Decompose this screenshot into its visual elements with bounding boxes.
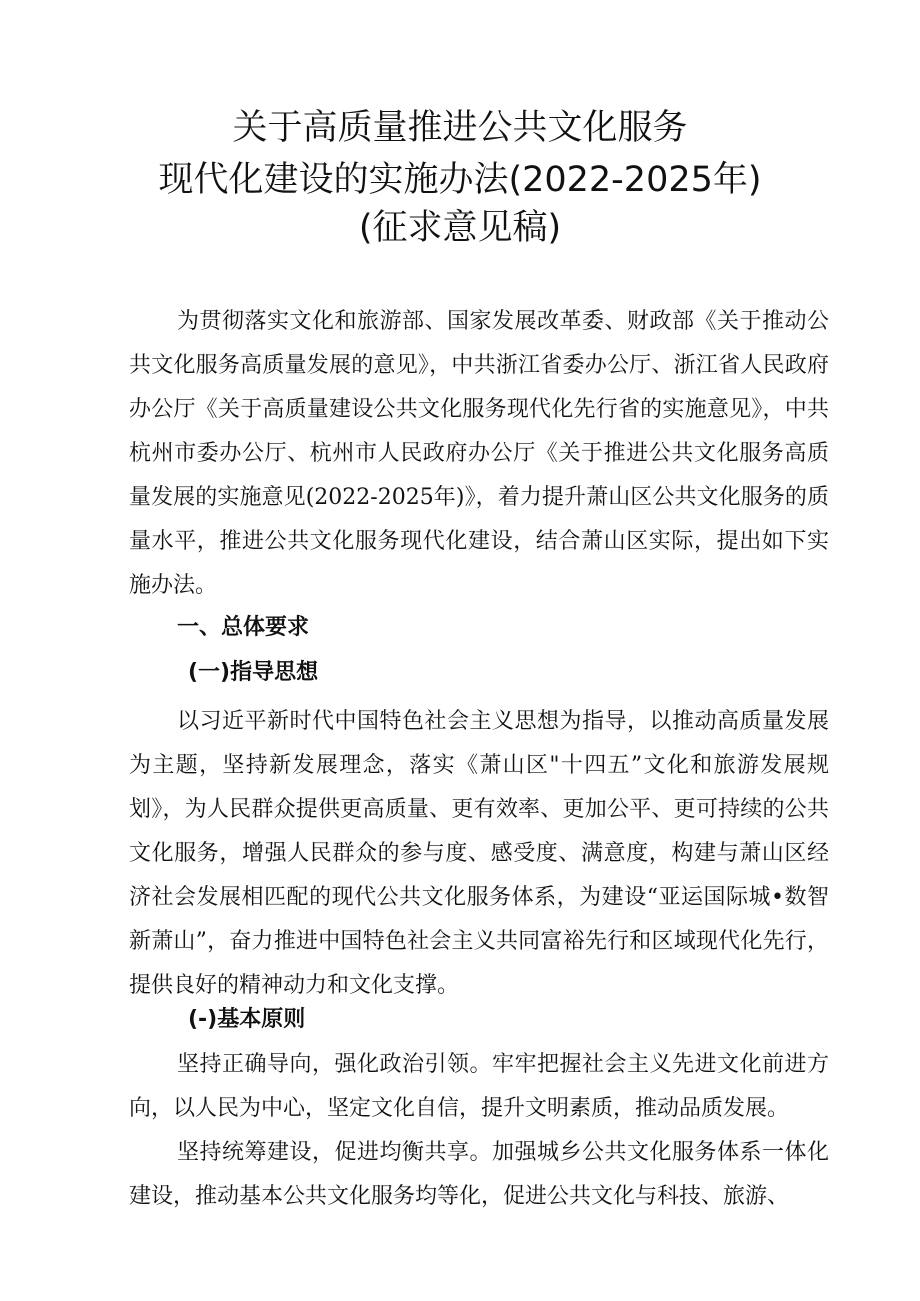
guiding-ideology-paragraph: 以习近平新时代中国特色社会主义思想为指导，以推动高质量发展为主题，坚持新发展理念，落实《萧山区"十四五”文化和旅游发展规划》，为人民群众提供更高质量、更有效率、更加公平、更可持续的公共文化服务，增强人民群众的参与度、感受度、满意度，构建与萧山区经济社会发展相匹配的现代公共文化服务体系，为建设“亚运国际城•数智新萧山”，奋力推进中国特色社会主义共同富裕先行和区域现代化先行，提供良好的精神动力和文化支撑。: [129, 709, 829, 998]
subsection-heading-guiding-ideology: (一)指导思想: [188, 660, 319, 685]
document-title-line-1: 关于高质量推进公共文化服务: [232, 108, 688, 148]
section-heading-overall-requirements: 一、总体要求: [177, 615, 310, 640]
subsection-heading-basic-principles: (-)基本原则: [188, 1007, 306, 1032]
document-title-line-3: (征求意见稿): [358, 208, 562, 248]
principle-paragraph-2: 坚持统筹建设，促进均衡共享。加强城乡公共文化服务体系一体化建设，推动基本公共文化服务均等化，促进公共文化与科技、旅游、: [129, 1140, 829, 1209]
intro-paragraph: 为贯彻落实文化和旅游部、国家发展改革委、财政部《关于推动公共文化服务高质量发展的意见》，中共浙江省委办公厅、浙江省人民政府办公厅《关于高质量建设公共文化服务现代化先行省的实施意见》，中共杭州市委办公厅、杭州市人民政府办公厅《关于推进公共文化服务高质量发展的实施意见(2022-2025年)》，着力提升萧山区公共文化服务的质量水平，推进公共文化服务现代化建设，结合萧山区实际，提出如下实施办法。: [129, 309, 829, 598]
document-title-line-2: 现代化建设的实施办法(2022-2025年): [158, 160, 762, 200]
principle-paragraph-1: 坚持正确导向，强化政治引领。牢牢把握社会主义先进文化前进方向，以人民为中心，坚定文化自信，提升文明素质，推动品质发展。: [129, 1052, 829, 1121]
